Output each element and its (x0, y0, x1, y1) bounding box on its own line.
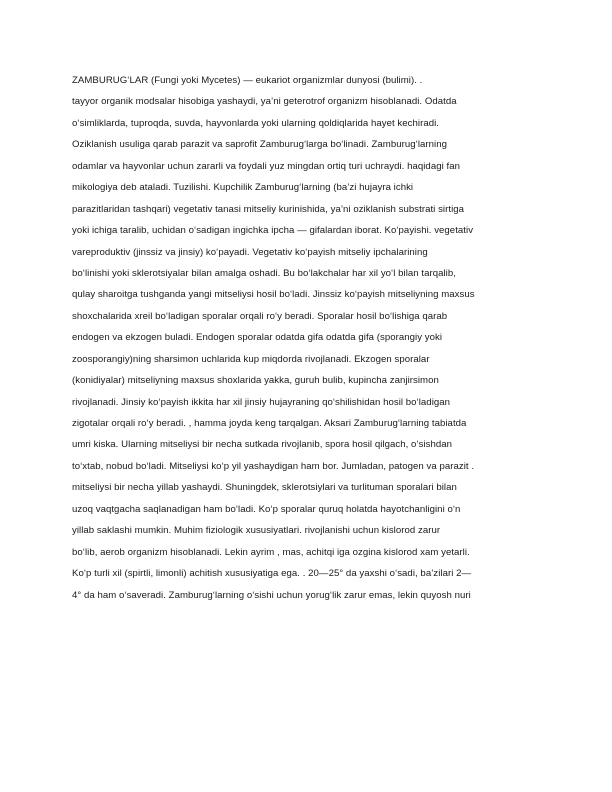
text-line: umri kiska. Ularning mitseliysi bir necha sutkada rivojlanib, spora hosil qilgach, o‘sishdan (72, 439, 452, 451)
text-line: Oziklanish usuliga qarab parazit va saprofit Zamburug‘larga bo‘linadi. Zamburug‘larning (72, 139, 447, 151)
text-line: to‘xtab, nobud bo‘ladi. Mitseliysi ko‘p yil yashaydigan ham bor. Jumladan, patogen va parazit . (72, 460, 475, 472)
text-line: tayyor organik modsalar hisobiga yashaydi, ya’ni geterotrof organizm hisoblanadi. Odatda (72, 96, 457, 108)
text-line: bo‘lib, aerob organizm hisoblanadi. Lekin ayrim , mas, achitqi iga ozgina kislorod xam yetarli. (72, 546, 470, 558)
text-line: bo‘linishi yoki sklerotsiyalar bilan amalga oshadi. Bu bo‘lakchalar har xil yo‘l bilan tarqalib, (72, 267, 456, 279)
text-line: yoki ichiga taralib, uchidan o‘sadigan ingichka ipcha — gifalardan iborat. Ko‘payishi. vegetativ (72, 225, 474, 237)
text-line: zoosporangiy)ning sharsimon uchlarida kup miqdorda rivojlanadi. Ekzogen sporalar (72, 353, 430, 365)
text-line: parazitlaridan tashqari) vegetativ tanasi mitseliy kurinishida, ya’ni oziklanish substrati sirtiga (72, 203, 465, 215)
text-line: zigotalar orqali ro‘y beradi. , hamma joyda keng tarqalgan. Aksari Zamburug‘larning tabiatda (72, 418, 467, 429)
text-line: rivojlanadi. Jinsiy ko‘payish ikkita har xil jinsiy hujayraning qo‘shilishidan hosil bo‘ladigan (72, 396, 451, 408)
text-line: shoxchalarida xreil bo‘ladigan sporalar orqali ro‘y beradi. Sporalar hosil bo‘lishiga qarab (72, 310, 448, 322)
text-line: endogen va ekzogen buladi. Endogen sporalar odatda gifa odatda gifa (sporangiy yoki (72, 332, 443, 344)
text-line: mitseliysi bir necha yillab yashaydi. Shuningdek, sklerotsiylari va turlituman sporalari bilan (72, 482, 457, 494)
text-line: uzoq vaqtgacha saqlanadigan ham bo‘ladi. Ko‘p sporalar quruq holatda hayotchanligini o‘n (72, 503, 461, 515)
text-line: mikologiya deb ataladi. Tuzilishi. Kupchilik Zamburug‘larning (ba’zi hujayra ichki (72, 182, 414, 194)
text-line: ZAMBURUG‘LAR (Fungi yoki Mycetes) — eukariot organizmlar dunyosi (bulimi). . (72, 75, 423, 86)
text-line: o‘simliklarda, tuproqda, suvda, hayvonlarda yoki ularning qoldiqlarida hayet kechiradi. (72, 117, 439, 129)
document-body (72, 70, 542, 606)
text-line: vareproduktiv (jinssiz va jinsiy) ko‘payadi. Vegetativ ko‘payish mitseliy ipchalarining (72, 246, 428, 258)
text-line: qulay sharoitga tushganda yangi mitseliysi hosil bo‘ladi. Jinssiz ko‘payish mitseliyning maxsus (72, 289, 475, 301)
text-line: odamlar va hayvonlar uchun zararli va foydali yuz mingdan ortiq turi uchraydi. haqidagi fan (72, 160, 460, 172)
text-line: yillab saklashi mumkin. Muhim fiziologik xususiyatlari. rivojlanishi uchun kislorod zarur (72, 525, 441, 537)
text-line: 4° da ham o‘saveradi. Zamburug‘larning o‘sishi uchun yorug‘lik zarur emas, lekin quyosh nuri (72, 589, 471, 601)
text-line: Ko‘p turli xil (spirtli, limonli) achitish xususiyatiga ega. . 20—25° da yaxshi o‘sadi, ba’zilari 2— (72, 568, 472, 580)
text-line: (konidiyalar) mitseliyning maxsus shoxlarida yakka, guruh bulib, kupincha zanjirsimon (72, 375, 439, 387)
